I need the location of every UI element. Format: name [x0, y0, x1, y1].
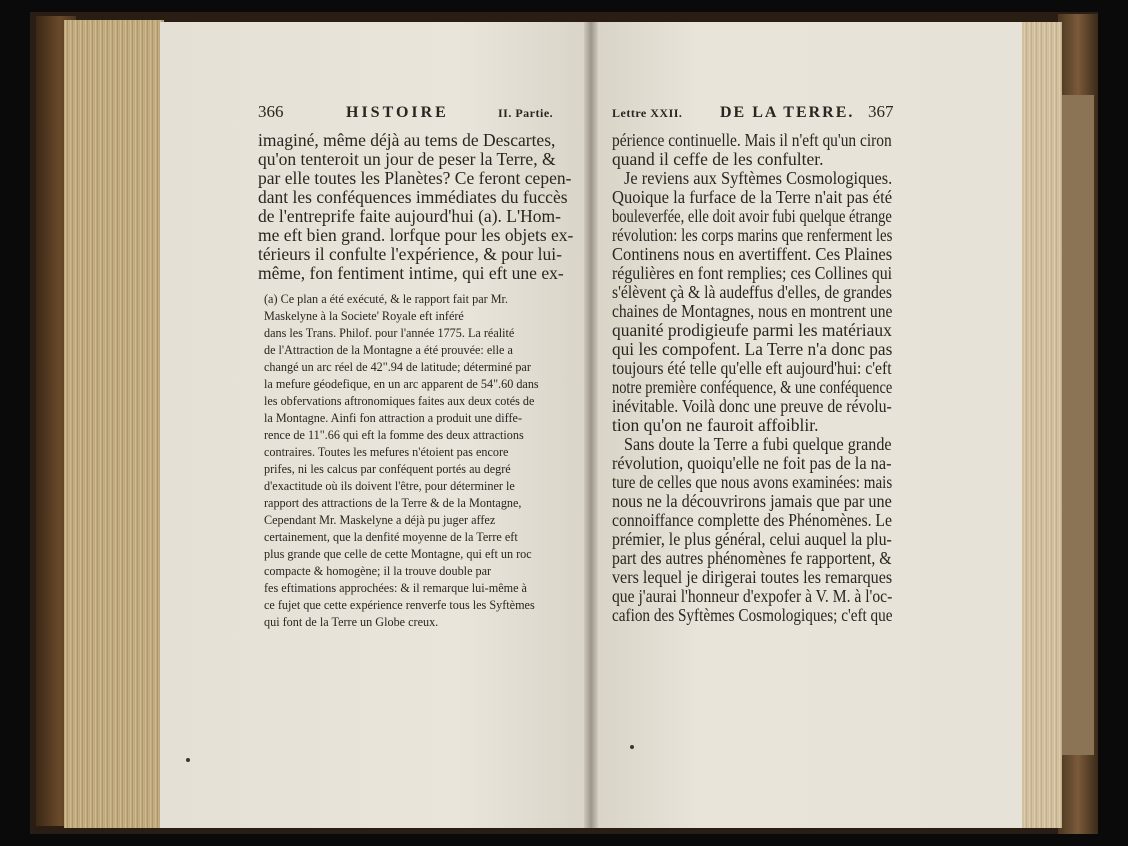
- footnote-line: contraires. Toutes les mefures n'étoient pas encore: [264, 445, 509, 459]
- footnote-line: plus grande que celle de cette Montagne, qui eft un roc: [264, 547, 532, 561]
- left-running-title: HISTOIRE: [346, 104, 449, 121]
- text-line: révolution, quoiqu'elle ne foit pas de la na-: [612, 453, 892, 473]
- text-line: part des autres phénomènes fe rapportent, &: [612, 548, 892, 568]
- footnote-line: fes eftimations approchées: & il remarque lui-même à: [264, 581, 527, 595]
- footnote-line: la mefure géodefique, en un arc apparent de 54".60 dans: [264, 377, 539, 391]
- text-line: connoiffance complette des Phénomènes. Le: [612, 510, 892, 530]
- text-line: quand il ceffe de les confulter.: [612, 149, 824, 169]
- text-line: notre première conféquence, & une conféquence: [612, 377, 893, 397]
- text-line: chaines de Montagnes, nous en montrent une: [612, 301, 893, 321]
- right-running-title: DE LA TERRE.: [720, 104, 855, 121]
- left-page-edges: [64, 20, 164, 828]
- text-line: quanité prodigieufe parmi les matériaux: [612, 320, 892, 340]
- ink-speck: [630, 745, 634, 749]
- footnote-line: d'exactitude où ils doivent l'être, pour déterminer le: [264, 479, 515, 493]
- right-page-header: [612, 102, 992, 126]
- footnote-line: changé un arc réel de 42".94 de latitude; déterminé par: [264, 360, 531, 374]
- footnote-line: certainement, que la denfité moyenne de la Terre eft: [264, 530, 518, 544]
- footnote-line: ce fujet que cette expérience renverfe tous les Syftèmes: [264, 598, 535, 612]
- text-line: Quoique la furface de la Terre n'ait pas été: [612, 187, 893, 207]
- text-line: Sans doute la Terre a fubi quelque grande: [624, 434, 892, 454]
- footnote-line: rence de 11".66 qui eft la fomme des deux attractions: [264, 428, 524, 442]
- footnote-line: de l'Attraction de la Montagne a été prouvée: elle a: [264, 343, 513, 357]
- text-line: qui les compofent. La Terre n'a donc pas: [612, 339, 893, 359]
- footnote-line: la Montagne. Ainfi fon attraction a produit une diffe-: [264, 411, 523, 425]
- text-line: me eft bien grand. lorfque pour les objets ex-: [258, 225, 574, 245]
- text-line: prémier, le plus général, celui auquel la plu-: [612, 529, 892, 549]
- left-footnote: [264, 292, 576, 642]
- footnote-line: qui font de la Terre un Globe creux.: [264, 615, 439, 629]
- footnote-line: Cependant Mr. Maskelyne a déjà pu juger affez: [264, 513, 496, 527]
- left-part-label: II. Partie.: [498, 106, 554, 120]
- footnote-line: dans les Trans. Philof. pour l'année 1775. La réalité: [264, 326, 515, 340]
- text-line: périence continuelle. Mais il n'eft qu'un ciron: [612, 130, 892, 150]
- text-line: régulières en font remplies; ces Collines qui: [612, 263, 893, 283]
- book-gutter: [584, 22, 598, 828]
- footnote-line: Maskelyne à la Societe' Royale eft inféré: [264, 309, 464, 323]
- footnote-line: compacte & homogène; il la trouve double par: [264, 564, 492, 578]
- footnote-line: rapport des attractions de la Terre & de la Montagne,: [264, 496, 522, 510]
- ink-speck: [186, 758, 190, 762]
- text-line: imaginé, même déjà au tems de Descartes,: [258, 130, 556, 150]
- text-line: dant les conféquences immédiates du fuccès: [258, 187, 568, 207]
- text-line: que j'aurai l'honneur d'expofer à V. M. à l'oc-: [612, 586, 893, 606]
- text-line: par elle toutes les Planètes? Ce feront cepen-: [258, 168, 572, 188]
- text-line: bouleverfée, elle doit avoir fubi quelque étrange: [612, 206, 892, 226]
- text-line: révolution: les corps marins que renferment les: [612, 225, 893, 245]
- right-page-number: 367: [868, 102, 894, 121]
- text-line: même, fon fentiment intime, qui eft une ex-: [258, 263, 564, 283]
- left-page-number: 366: [258, 102, 284, 121]
- footnote-line: les obfervations aftronomiques faites aux deux cotés de: [264, 394, 535, 408]
- text-line: ture de celles que nous avons examinées: mais: [612, 472, 893, 492]
- text-line: Continens nous en avertiffent. Ces Plaines: [612, 244, 893, 264]
- left-page-header: [258, 102, 574, 126]
- right-page-edges: [1018, 22, 1062, 828]
- right-body-text: [612, 130, 892, 630]
- text-line: térieurs il confulte l'expérience, & pour lui-: [258, 244, 562, 264]
- text-line: qu'on tenteroit un jour de peser la Terre, &: [258, 149, 556, 169]
- footnote-line: prifes, ni les calcus par conféquent portés au degré: [264, 462, 511, 476]
- text-line: tion qu'on ne fauroit affoiblir.: [612, 415, 819, 435]
- text-line: cafion des Syftèmes Cosmologiques; c'eft que: [612, 605, 893, 625]
- text-line: s'élèvent çà & là audeffus d'elles, de grandes: [612, 282, 892, 302]
- text-line: nous ne la découvrirons jamais que par une: [612, 491, 892, 511]
- right-cover-inner: [1062, 95, 1094, 755]
- text-line: de l'entreprife faite aujourd'hui (a). L'Hom-: [258, 206, 561, 226]
- footnote-line: (a) Ce plan a été exécuté, & le rapport fait par Mr.: [264, 292, 508, 306]
- text-line: inévitable. Voilà donc une preuve de révolu-: [612, 396, 892, 416]
- left-body-text: [258, 130, 574, 286]
- text-line: toujours été telle qu'elle eft aujourd'hui: c'eft: [612, 358, 892, 378]
- letter-label: Lettre XXII.: [612, 106, 683, 120]
- text-line: Je reviens aux Syftèmes Cosmologiques.: [624, 168, 893, 188]
- text-line: vers lequel je dirigerai toutes les remarques: [612, 567, 893, 587]
